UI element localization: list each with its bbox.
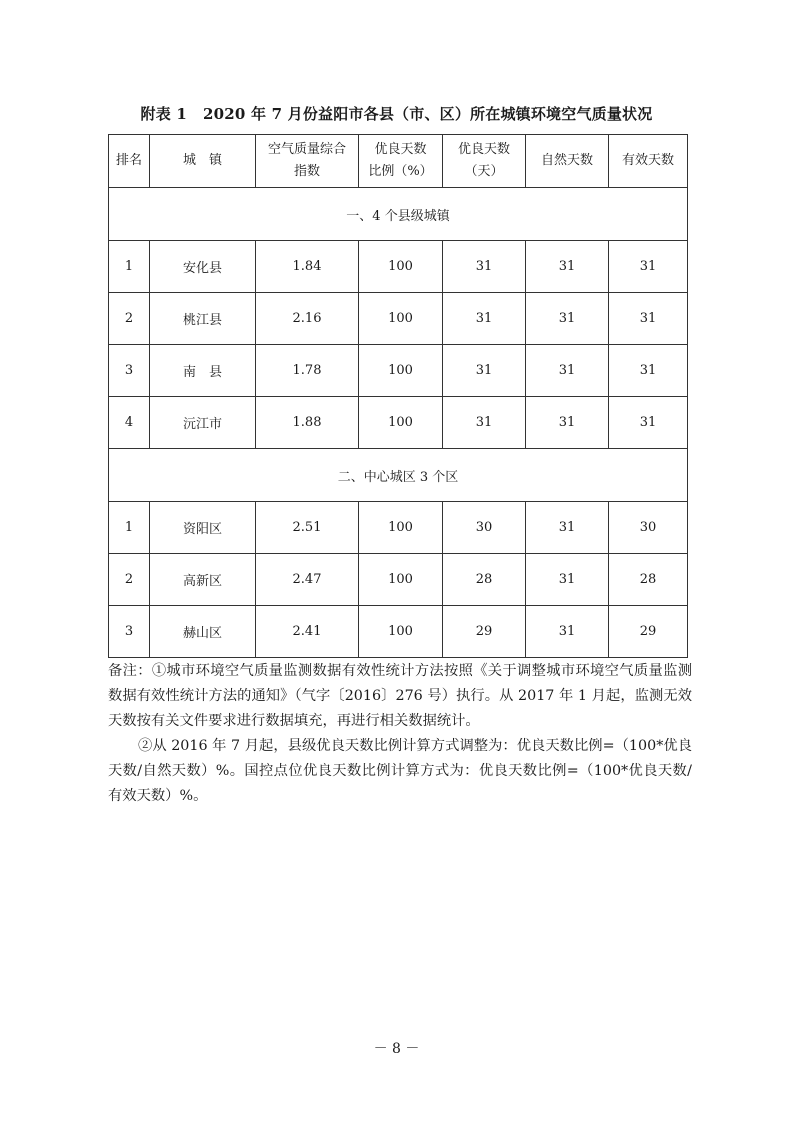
cell-good-days: 31 <box>443 293 526 345</box>
footnote-2: ②从 2016 年 7 月起，县级优良天数比例计算方式调整为：优良天数比例=（100*优良天数/自然天数）%。国控点位优良天数比例计算方式为：优良天数比例=（100*优良天数/有效天数）%。 <box>108 738 692 804</box>
cell-good-ratio: 100 <box>359 606 443 658</box>
group-title: 一、4 个县级城镇 <box>109 188 688 241</box>
header-town: 城 镇 <box>150 135 256 188</box>
group-header-row <box>109 188 688 241</box>
cell-natural-days: 31 <box>526 345 609 397</box>
air-quality-table <box>108 134 688 658</box>
cell-good-ratio: 100 <box>359 293 443 345</box>
cell-natural-days: 31 <box>526 293 609 345</box>
cell-rank: 3 <box>109 345 150 397</box>
cell-natural-days: 31 <box>526 554 609 606</box>
cell-good-days: 29 <box>443 606 526 658</box>
cell-good-ratio: 100 <box>359 502 443 554</box>
table-row <box>109 397 688 449</box>
cell-valid-days: 28 <box>609 554 688 606</box>
cell-rank: 3 <box>109 606 150 658</box>
cell-good-ratio: 100 <box>359 397 443 449</box>
page-number: － 8 － <box>373 1041 420 1057</box>
table-row <box>109 502 688 554</box>
cell-town: 安化县 <box>150 241 256 293</box>
table-row <box>109 554 688 606</box>
header-rank: 排名 <box>109 135 150 188</box>
cell-natural-days: 31 <box>526 397 609 449</box>
cell-aqi: 2.47 <box>256 554 359 606</box>
cell-good-days: 31 <box>443 397 526 449</box>
cell-good-ratio: 100 <box>359 345 443 397</box>
header-good-days: 优良天数 （天） <box>443 135 526 188</box>
cell-rank: 2 <box>109 293 150 345</box>
header-aqi: 空气质量综合 指数 <box>256 135 359 188</box>
table-title <box>0 103 793 124</box>
cell-aqi: 2.51 <box>256 502 359 554</box>
group-title: 二、中心城区 3 个区 <box>109 449 688 502</box>
table-row <box>109 241 688 293</box>
cell-aqi: 2.16 <box>256 293 359 345</box>
cell-aqi: 1.88 <box>256 397 359 449</box>
footnote <box>108 659 692 809</box>
cell-town: 南 县 <box>150 345 256 397</box>
cell-good-ratio: 100 <box>359 554 443 606</box>
cell-aqi: 2.41 <box>256 606 359 658</box>
cell-natural-days: 31 <box>526 502 609 554</box>
cell-good-days: 28 <box>443 554 526 606</box>
header-natural-days: 自然天数 <box>526 135 609 188</box>
cell-good-ratio: 100 <box>359 241 443 293</box>
table-title-label: 附表 1 <box>140 105 187 123</box>
cell-town: 高新区 <box>150 554 256 606</box>
cell-valid-days: 31 <box>609 345 688 397</box>
table-row <box>109 606 688 658</box>
cell-valid-days: 31 <box>609 241 688 293</box>
cell-valid-days: 31 <box>609 397 688 449</box>
table-title-text: 2020 年 7 月份益阳市各县（市、区）所在城镇环境空气质量状况 <box>203 105 653 123</box>
cell-aqi: 1.84 <box>256 241 359 293</box>
table-row <box>109 345 688 397</box>
footnote-1: 备注：①城市环境空气质量监测数据有效性统计方法按照《关于调整城市环境空气质量监测数据有效性统计方法的通知》（气字〔2016〕276 号）执行。从 2017 年 1 月起，监测无效天数按有关文件要求进行数据填充，再进行相关数据统计。 <box>108 663 692 729</box>
cell-town: 沅江市 <box>150 397 256 449</box>
header-good-ratio: 优良天数 比例（%） <box>359 135 443 188</box>
cell-valid-days: 29 <box>609 606 688 658</box>
cell-rank: 1 <box>109 241 150 293</box>
group-header-row <box>109 449 688 502</box>
cell-natural-days: 31 <box>526 241 609 293</box>
cell-rank: 1 <box>109 502 150 554</box>
cell-valid-days: 30 <box>609 502 688 554</box>
header-valid-days: 有效天数 <box>609 135 688 188</box>
cell-good-days: 31 <box>443 241 526 293</box>
cell-town: 资阳区 <box>150 502 256 554</box>
cell-aqi: 1.78 <box>256 345 359 397</box>
cell-good-days: 31 <box>443 345 526 397</box>
cell-valid-days: 31 <box>609 293 688 345</box>
cell-town: 赫山区 <box>150 606 256 658</box>
cell-natural-days: 31 <box>526 606 609 658</box>
header-row <box>109 135 688 188</box>
cell-rank: 2 <box>109 554 150 606</box>
table-row <box>109 293 688 345</box>
cell-town: 桃江县 <box>150 293 256 345</box>
cell-good-days: 30 <box>443 502 526 554</box>
cell-rank: 4 <box>109 397 150 449</box>
